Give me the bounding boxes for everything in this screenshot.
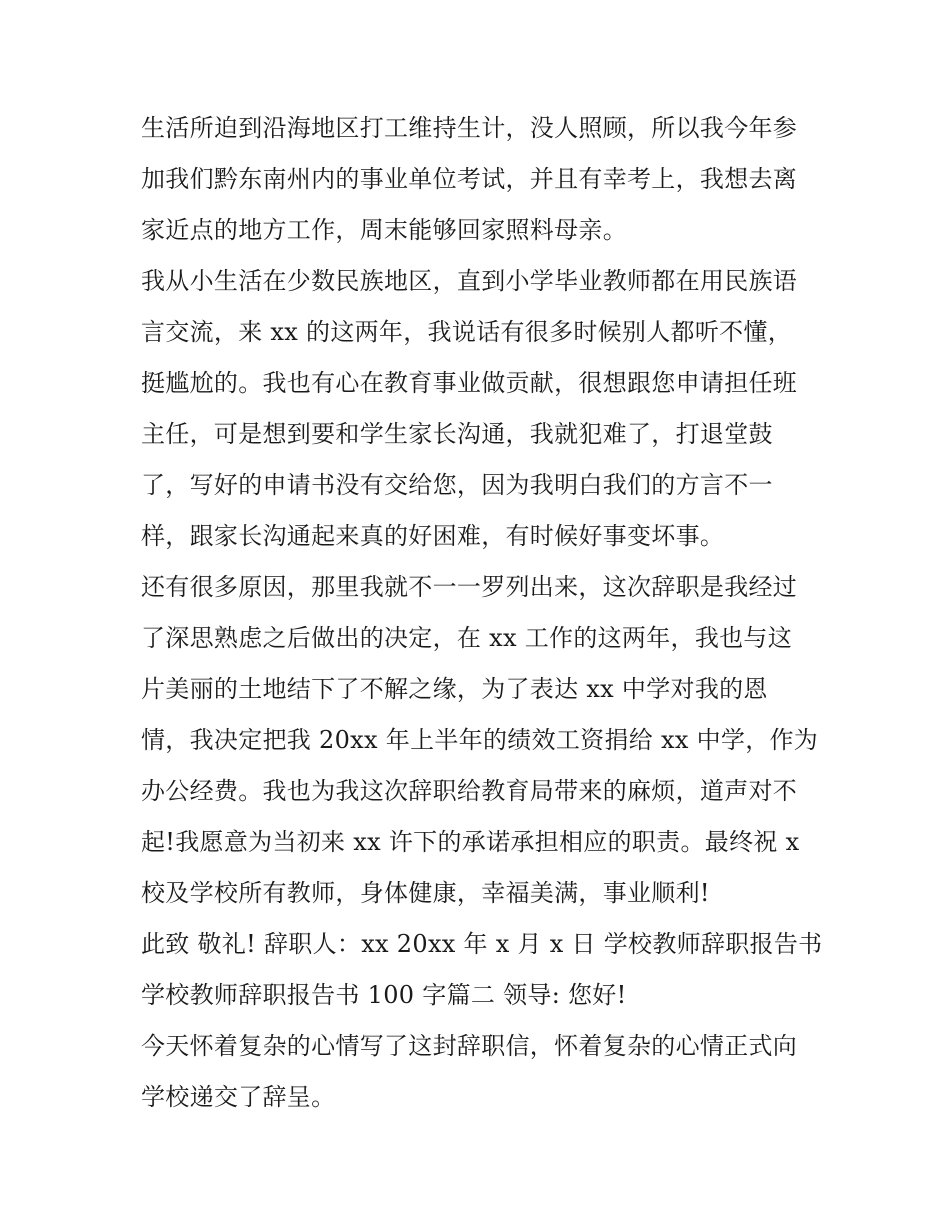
text-line: 片美丽的土地结下了不解之缘，为了表达 xx 中学对我的恩	[141, 675, 768, 703]
text-line: 了，写好的申请书没有交给您，因为我明白我们的方言不一	[141, 471, 773, 499]
text-line: 加我们黔东南州内的事业单位考试，并且有幸考上，我想去离	[141, 165, 798, 193]
text-line: 今天怀着复杂的心情写了这封辞职信，怀着复杂的心情正式向	[141, 1032, 798, 1060]
text-line: 校及学校所有教师，身体健康，幸福美满，事业顺利!	[141, 879, 710, 907]
text-line: 了深思熟虑之后做出的决定，在 xx 工作的这两年，我也与这	[141, 624, 793, 652]
text-line: 我从小生活在少数民族地区，直到小学毕业教师都在用民族语	[141, 267, 798, 295]
text-line: 家近点的地方工作，周末能够回家照料母亲。	[141, 216, 627, 244]
text-line: 生活所迫到沿海地区打工维持生计，没人照顾，所以我今年参	[141, 114, 798, 142]
text-line: 学校递交了辞呈。	[141, 1083, 336, 1111]
text-line: 学校教师辞职报告书 100 字篇二 领导: 您好!	[141, 981, 627, 1009]
text-line: 起!我愿意为当初来 xx 许下的承诺承担相应的职责。最终祝 x	[141, 828, 800, 856]
text-line: 言交流，来 xx 的这两年，我说话有很多时候别人都听不懂，	[141, 318, 793, 346]
text-line: 此致 敬礼! 辞职人：xx 20xx 年 x 月 x 日 学校教师辞职报告书	[141, 930, 823, 958]
text-line: 办公经费。我也为我这次辞职给教育局带来的麻烦，道声对不	[141, 777, 798, 805]
text-line: 主任，可是想到要和学生家长沟通，我就犯难了，打退堂鼓	[141, 420, 773, 448]
text-line: 挺尴尬的。我也有心在教育事业做贡献，很想跟您申请担任班	[141, 369, 798, 397]
text-line: 样，跟家长沟通起来真的好困难，有时候好事变坏事。	[141, 522, 725, 550]
text-line: 还有很多原因，那里我就不一一罗列出来，这次辞职是我经过	[141, 573, 798, 601]
text-line: 情，我决定把我 20xx 年上半年的绩效工资捐给 xx 中学，作为	[141, 726, 819, 754]
document-page	[141, 103, 821, 1123]
